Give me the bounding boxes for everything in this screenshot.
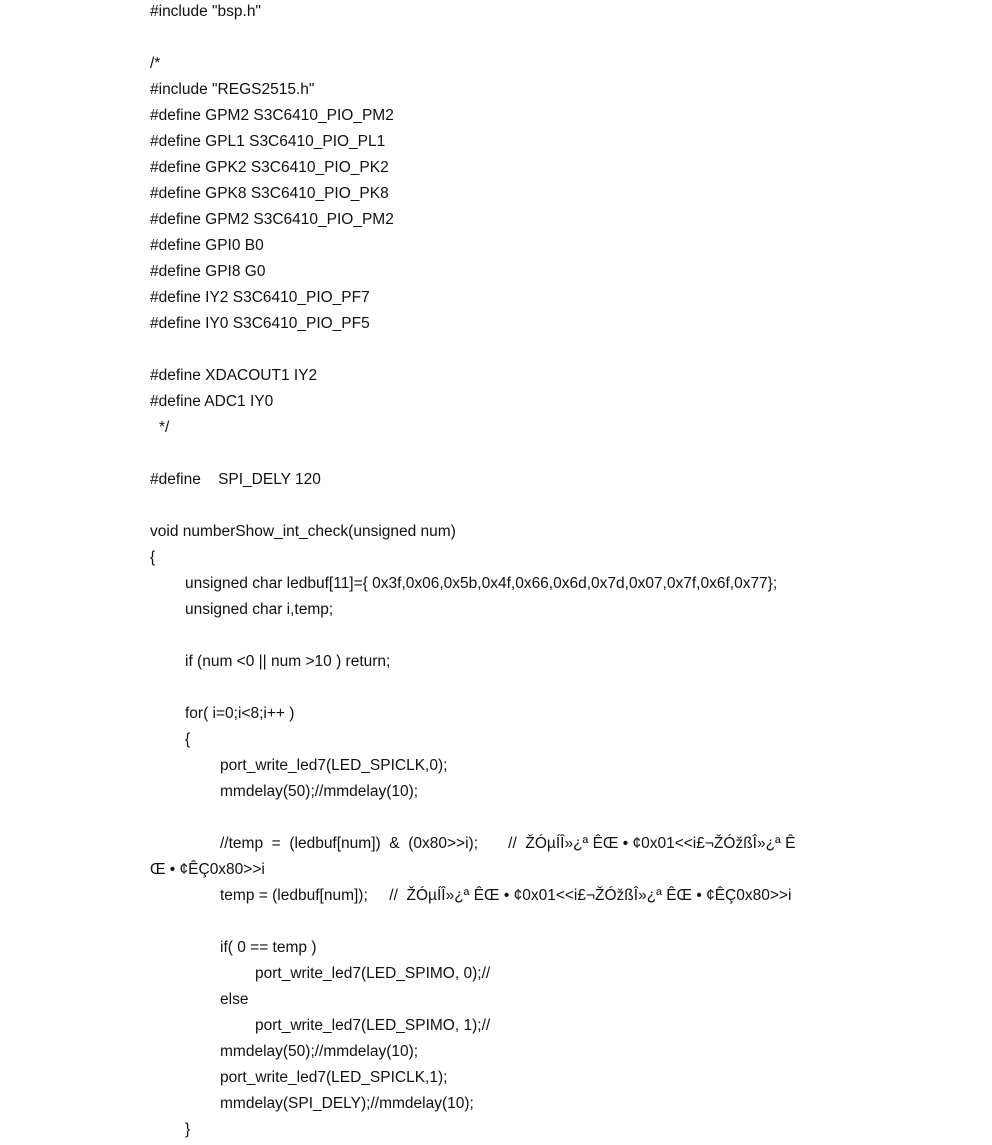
code-line: #include "REGS2515.h" — [150, 81, 315, 98]
code-line: #define GPI0 B0 — [150, 237, 264, 254]
code-line: unsigned char i,temp; — [185, 601, 334, 618]
code-line: port_write_led7(LED_SPIMO, 0);// — [255, 965, 491, 982]
code-line: mmdelay(SPI_DELY);//mmdelay(10); — [220, 1095, 474, 1112]
code-line: Œ • ¢ÊÇ0x80>>i — [150, 861, 265, 878]
code-line: #define GPK8 S3C6410_PIO_PK8 — [150, 185, 389, 202]
code-line: #define IY2 S3C6410_PIO_PF7 — [150, 289, 370, 306]
code-line: unsigned char ledbuf[11]={ 0x3f,0x06,0x5b,0x4f,0x66,0x6d,0x7d,0x07,0x7f,0x6f,0x77}; — [185, 575, 778, 592]
code-line: else — [220, 991, 249, 1008]
code-line: #define GPI8 G0 — [150, 263, 266, 280]
code-line: temp = (ledbuf[num]); // ŽÓµÍÎ»¿ª ÊŒ • ¢0x01<<i£¬ŽÓžßÎ»¿ª ÊŒ • ¢ÊÇ0x80>>i — [220, 887, 792, 904]
code-line: if( 0 == temp ) — [220, 939, 317, 956]
code-line: } — [185, 1121, 191, 1138]
code-line: #define GPM2 S3C6410_PIO_PM2 — [150, 211, 394, 228]
code-line: mmdelay(50);//mmdelay(10); — [220, 1043, 419, 1060]
code-line: #define GPL1 S3C6410_PIO_PL1 — [150, 133, 386, 150]
code-line: void numberShow_int_check(unsigned num) — [150, 523, 456, 540]
code-line: mmdelay(50);//mmdelay(10); — [220, 783, 419, 800]
code-line: #define SPI_DELY 120 — [150, 471, 321, 488]
code-line: #define GPK2 S3C6410_PIO_PK2 — [150, 159, 389, 176]
code-line: #include "bsp.h" — [150, 3, 261, 20]
code-line: /* — [150, 55, 161, 72]
code-line: if (num <0 || num >10 ) return; — [185, 653, 391, 670]
code-line: #define IY0 S3C6410_PIO_PF5 — [150, 315, 370, 332]
code-line: port_write_led7(LED_SPICLK,0); — [220, 757, 448, 774]
code-line: for( i=0;i<8;i++ ) — [185, 705, 295, 722]
code-line: port_write_led7(LED_SPIMO, 1);// — [255, 1017, 491, 1034]
code-line: //temp = (ledbuf[num]) & (0x80>>i); // ŽÓµÍÎ»¿ª ÊŒ • ¢0x01<<i£¬ŽÓžßÎ»¿ª Ê — [220, 835, 796, 852]
code-line: port_write_led7(LED_SPICLK,1); — [220, 1069, 448, 1086]
code-line: #define GPM2 S3C6410_PIO_PM2 — [150, 107, 394, 124]
code-line: { — [185, 731, 191, 748]
code-line: { — [150, 549, 156, 566]
code-line: #define ADC1 IY0 — [150, 393, 274, 410]
code-line: #define XDACOUT1 IY2 — [150, 367, 318, 384]
code-line: */ — [159, 419, 170, 436]
